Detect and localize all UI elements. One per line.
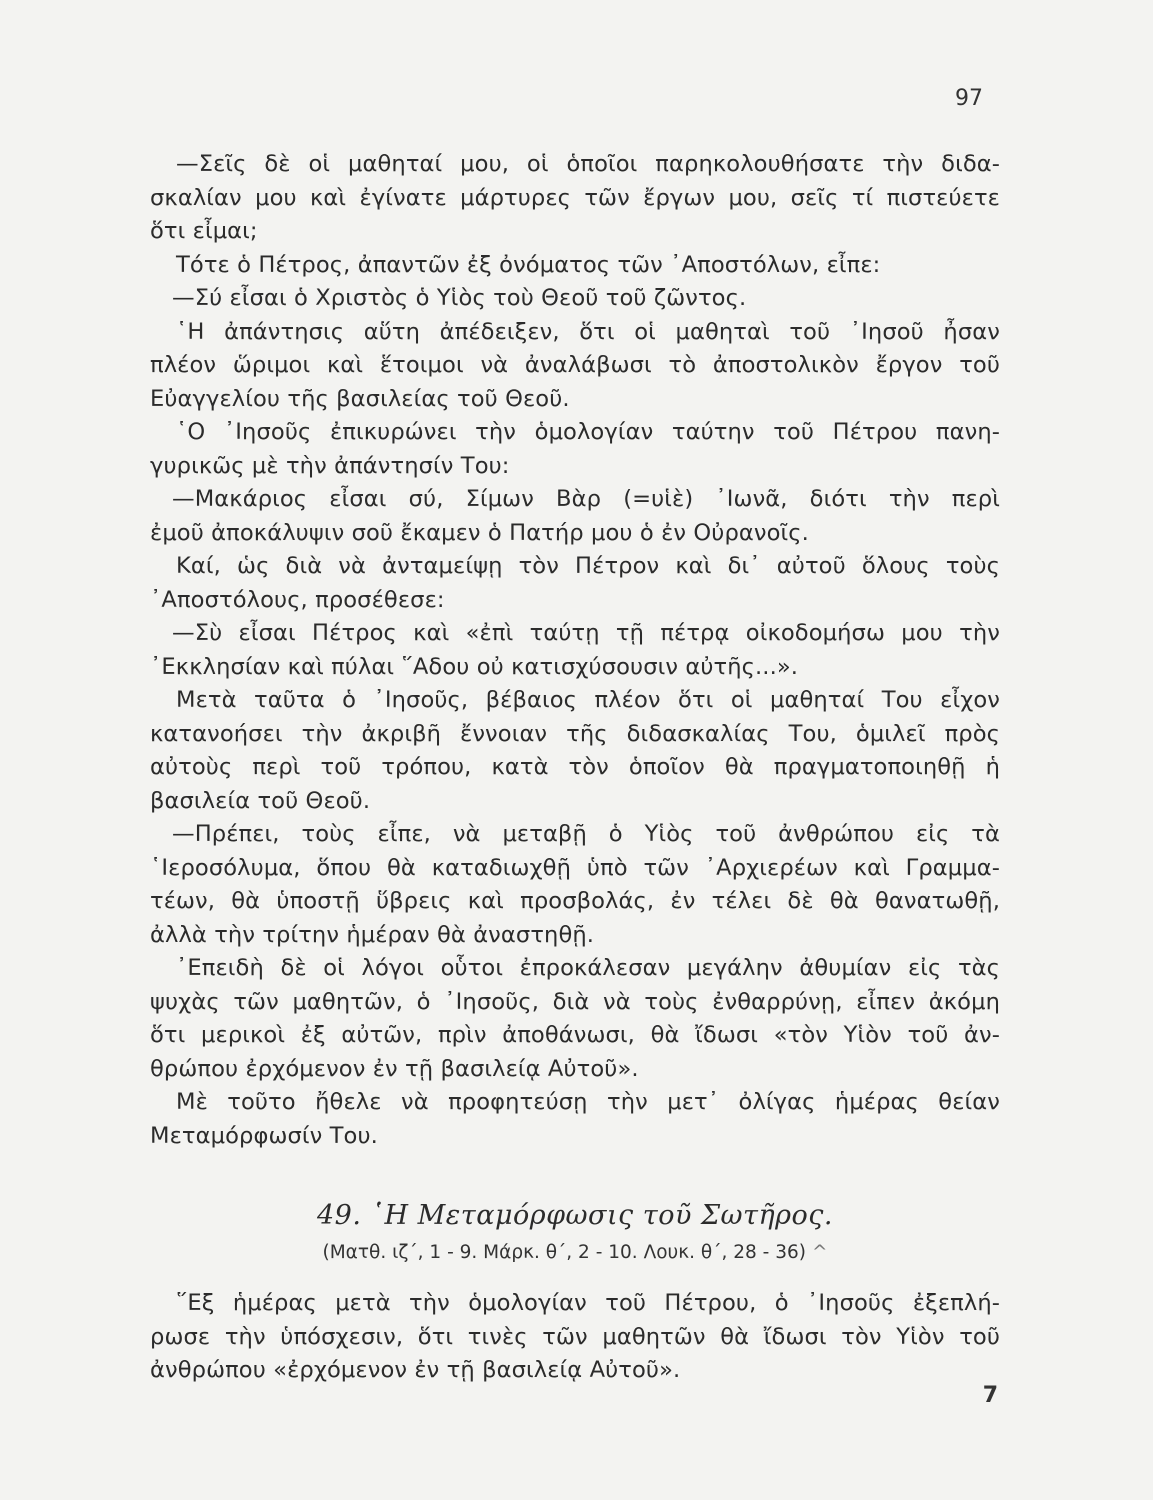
text-line: ψυχὰς τῶν μαθητῶν, ὁ ᾿Ιησοῦς, διὰ νὰ τοὺς ἐνθαρρύνῃ, εἶπεν ἀκόμη <box>150 988 1000 1015</box>
text-line: ᾿Αποστόλους, προσέθεσε: <box>150 586 445 613</box>
references-text: (Ματθ. ιζ΄, 1 - 9. Μάρκ. θ΄, 2 - 10. Λουκ. θ΄, 28 - 36) <box>322 1242 806 1263</box>
text-line: Εὐαγγελίου τῆς βασιλείας τοῦ Θεοῦ. <box>150 385 570 412</box>
text-line: Μεταμόρφωσίν Του. <box>150 1122 378 1149</box>
section-text <box>150 1287 1000 1388</box>
text-line: —Σύ εἶσαι ὁ Χριστὸς ὁ Υἱὸς τοὺ Θεοῦ τοῦ ζῶντος. <box>172 285 747 311</box>
text-line: —Σὺ εἶσαι Πέτρος καὶ «ἐπὶ ταύτῃ τῇ πέτρᾳ οἰκοδομήσω μου τὴν <box>172 620 1000 646</box>
text-line: ἐμοῦ ἀποκάλυψιν σοῦ ἔκαμεν ὁ Πατήρ μου ὁ ἐν Οὐρανοῖς. <box>150 519 809 546</box>
text-line: ὅτι μερικοὶ ἐξ αὐτῶν, πρὶν ἀποθάνωσι, θὰ ἴδωσι «τὸν Υἱὸν τοῦ ἀν- <box>150 1022 1000 1048</box>
section-heading: 49. ῾Η Μεταμόρφωσις τοῦ Σωτῆρος. <box>316 1200 833 1231</box>
text-line: ῾Η ἀπάντησις αὕτη ἀπέδειξεν, ὅτι οἱ μαθηταὶ τοῦ ᾿Ιησοῦ ἦσαν <box>176 318 1000 345</box>
signature-mark: 7 <box>982 1383 998 1408</box>
text-line: κατανοήσει τὴν ἀκριβῆ ἔννοιαν τῆς διδασκαλίας Του, ὁμιλεῖ πρὸς <box>150 720 1000 747</box>
text-line: ῾Ιεροσόλυμα, ὅπου θὰ καταδιωχθῇ ὑπὸ τῶν ᾿Αρχιερέων καὶ Γραμμα- <box>150 854 1000 881</box>
text-line: —Μακάριος εἶσαι σύ, Σίμων Βὰρ (=υἱὲ) ᾿Ιωνᾶ, διότι τὴν περὶ <box>172 486 1000 512</box>
text-line: τέων, θὰ ὑποστῇ ὕβρεις καὶ προσβολάς, ἐν τέλει δὲ θὰ θανατωθῇ, <box>150 888 1000 914</box>
text-line: Τότε ὁ Πέτρος, ἀπαντῶν ἐξ ὀνόματος τῶν ᾿Αποστόλων, εἶπε: <box>176 251 881 278</box>
tick-mark: ^ <box>811 1242 828 1263</box>
text-line: ῞Εξ ἡμέρας μετὰ τὴν ὁμολογίαν τοῦ Πέτρου, ὁ ᾿Ιησοῦς ἐξεπλή- <box>176 1290 1000 1316</box>
text-line: ὅτι εἶμαι; <box>150 218 258 244</box>
text-line: βασιλεία τοῦ Θεοῦ. <box>150 787 371 814</box>
text-line: ῾Ο ᾿Ιησοῦς ἐπικυρώνει τὴν ὁμολογίαν ταύτην τοῦ Πέτρου πανη- <box>176 419 1000 445</box>
text-line: σκαλίαν μου καὶ ἐγίνατε μάρτυρες τῶν ἔργων μου, σεῖς τί πιστεύετε <box>150 184 1000 211</box>
text-line: ᾿Επειδὴ δὲ οἱ λόγοι οὗτοι ἐπροκάλεσαν μεγάλην ἀθυμίαν εἰς τὰς <box>176 955 1000 981</box>
text-line: Μετὰ ταῦτα ὁ ᾿Ιησοῦς, βέβαιος πλέον ὅτι οἱ μαθηταί Του εἶχον <box>176 687 1000 713</box>
text-line: ἀνθρώπου «ἐρχόμενον ἐν τῇ βασιλείᾳ Αὐτοῦ». <box>150 1357 681 1383</box>
text-line: πλέον ὥριμοι καὶ ἕτοιμοι νὰ ἀναλάβωσι τὸ ἀποστολικὸν ἔργον τοῦ <box>150 352 1000 378</box>
text-line: —Σεῖς δὲ οἱ μαθηταί μου, οἱ ὁποῖοι παρηκολουθήσατε τὴν διδα- <box>176 151 1000 177</box>
text-line: Καί, ὡς διὰ νὰ ἀνταμείψῃ τὸν Πέτρον καὶ δι᾿ αὐτοῦ ὅλους τοὺς <box>176 553 1000 579</box>
text-line: Μὲ τοῦτο ἤθελε νὰ προφητεύσῃ τὴν μετ᾿ ὀλίγας ἡμέρας θείαν <box>176 1089 1000 1115</box>
text-line: —Πρέπει, τοὺς εἶπε, νὰ μεταβῇ ὁ Υἱὸς τοῦ ἀνθρώπου εἰς τὰ <box>172 821 1000 847</box>
text-line: γυρικῶς μὲ τὴν ἀπάντησίν Του: <box>150 452 510 479</box>
text-line: ρωσε τὴν ὑπόσχεσιν, ὅτι τινὲς τῶν μαθητῶν θὰ ἴδωσι τὸν Υἱὸν τοῦ <box>150 1323 1000 1350</box>
page-number: 97 <box>955 86 983 111</box>
scripture-references <box>150 1242 1000 1263</box>
text-line: ᾿Εκκλησίαν καὶ πύλαι ῞Αδου οὐ κατισχύσουσιν αὐτῆς...». <box>150 653 799 680</box>
text-line: θρώπου ἐρχόμενον ἐν τῇ βασιλείᾳ Αὐτοῦ». <box>150 1055 639 1082</box>
text-line: ἀλλὰ τὴν τρίτην ἡμέραν θὰ ἀναστηθῇ. <box>150 921 595 948</box>
body-text <box>150 148 1000 1153</box>
text-line: αὐτοὺς περὶ τοῦ τρόπου, κατὰ τὸν ὁποῖον θὰ πραγματοποιηθῇ ἡ <box>150 754 1000 780</box>
